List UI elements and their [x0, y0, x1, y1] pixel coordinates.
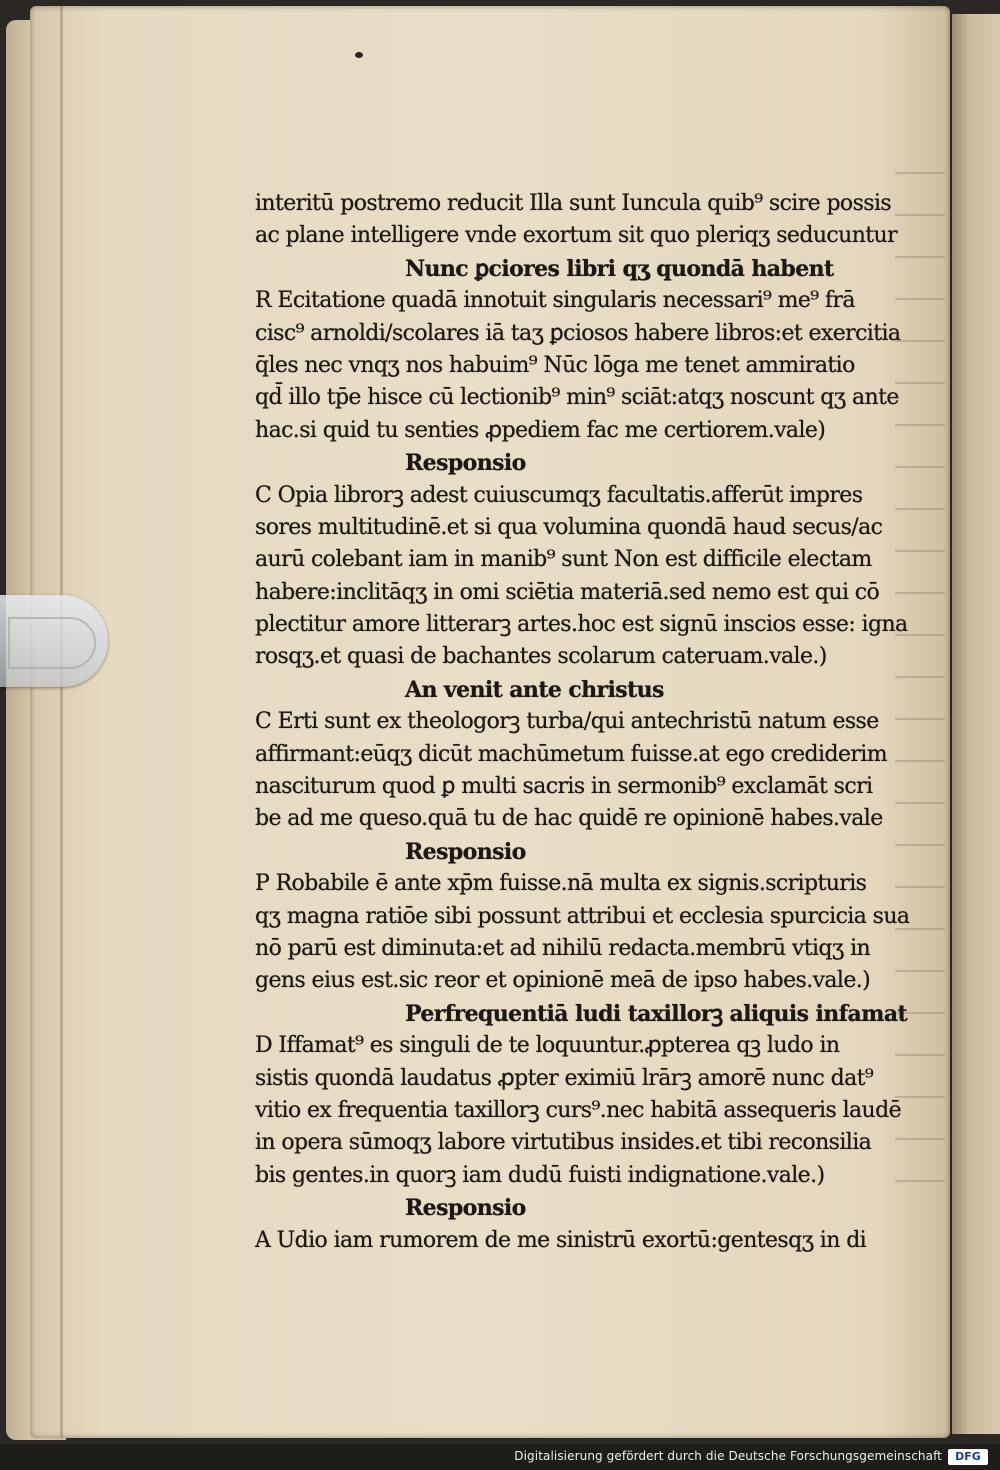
text-line: interitū postremo reducit Illa sunt Iuncula quib⁹ scire possis — [255, 191, 892, 216]
section-heading: An venit ante christus — [405, 676, 664, 703]
text-line: C Opia librorꝫ adest cuiuscumqʒ facultatis.afferūt impres — [255, 482, 863, 508]
text-line: vitio ex frequentia taxillorꝫ curs⁹.nec habitā assequeris laudē — [255, 1097, 901, 1123]
text-line: R Ecitatione quadā innotuit singularis necessari⁹ me⁹ frā — [255, 288, 855, 314]
text-line: P Robabile ē ante xp̄m fuisse.nā multa ex signis.scripturis — [255, 871, 867, 897]
text-line: be ad me queso.quā tu de hac quidē re opinionē habes.vale — [255, 806, 883, 832]
text-line: habere:inclitāqʒ in omi sciētia materiā.sed nemo est qui cō — [255, 579, 880, 605]
text-line: nasciturum quod ꝑ multi sacris in sermonib⁹ exclamāt scri — [255, 774, 873, 800]
facing-page-edge — [952, 14, 1000, 1434]
text-line: cisc⁹ arnoldi/scolares iā taʒ ꝑciosos habere libros:et exercitia — [255, 320, 901, 346]
text-line: bis gentes.in quorꝫ iam dudū fuisti indignatione.vale.) — [255, 1162, 825, 1188]
page-inner-fold — [60, 6, 63, 1438]
section-heading: Responsio — [405, 838, 526, 865]
text-line: hac.si quid tu senties ꝓpediem fac me certiorem.vale) — [255, 417, 826, 443]
digitization-footer — [0, 1444, 1000, 1470]
text-line: qʒ magna ratiōe sibi possunt attribui et ecclesia spurcicia sua — [255, 903, 910, 929]
dfg-logo: DFG — [948, 1449, 988, 1465]
text-line: gens eius est.sic reor et opinionē meā de ipso habes.vale.) — [255, 968, 871, 994]
section-heading: Responsio — [405, 450, 526, 477]
text-line: sores multitudinē.et si qua volumina quondā haud secus/ac — [255, 514, 883, 540]
section-heading: Perfrequentiā ludi taxillorꝫ aliquis infamat — [405, 1000, 908, 1027]
text-line: A Udio iam rumorem de me sinistrū exortū:gentesqʒ in di — [255, 1227, 867, 1253]
text-line: qd̄ illo tp̄e hisce cū lectionib⁹ min⁹ sciāt:atqʒ noscunt qʒ ante — [255, 385, 899, 411]
plastic-page-clip — [0, 595, 108, 687]
text-line: C Erti sunt ex theologorꝫ turba/qui antechristū natum esse — [255, 709, 879, 735]
text-line: in opera sūmoqʒ labore virtutibus insides.et tibi reconsilia — [255, 1130, 872, 1156]
text-line: affirmant:eūqʒ dicūt machūmetum fuisse.at ego crediderim — [255, 741, 887, 767]
printed-text-block — [255, 188, 910, 1257]
funding-credit: Digitalisierung gefördert durch die Deutsche Forschungsgemeinschaft — [514, 1449, 942, 1463]
text-line: q̄les nec vnqʒ nos habuim⁹ Nūc lōga me tenet ammiratio — [255, 352, 855, 378]
text-line: ac plane intelligere vnde exortum sit quo pleriqʒ seducuntur — [255, 223, 897, 249]
text-line: rosqʒ.et quasi de bachantes scolarum cateruam.vale.) — [255, 644, 827, 670]
ink-speck — [355, 52, 363, 58]
text-line: aurū colebant iam in manib⁹ sunt Non est difficile electam — [255, 547, 872, 573]
text-line: plectitur amore litterarꝫ artes.hoc est signū inscios esse: igna — [255, 612, 908, 638]
text-line: D Iffamat⁹ es singuli de te loquuntur.ꝓpterea qꝫ ludo in — [255, 1033, 840, 1059]
text-line: sistis quondā laudatus ꝓpter eximiū lrārꝫ amorē nunc dat⁹ — [255, 1065, 874, 1091]
text-line: nō parū est diminuta:et ad nihilū redacta.membrū vtiqʒ in — [255, 935, 871, 961]
section-heading: Nunc ꝑciores libri qʒ quondā habent — [405, 255, 834, 282]
section-heading: Responsio — [405, 1195, 526, 1222]
